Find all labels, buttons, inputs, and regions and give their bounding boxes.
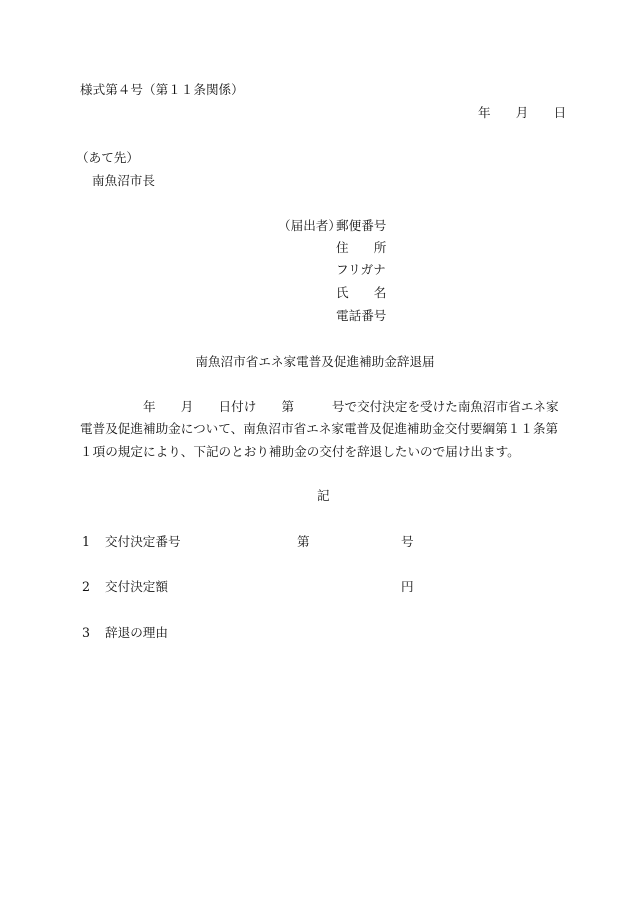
document-title: 南魚沼市省エネ家電普及促進補助金辞退届 bbox=[195, 354, 435, 369]
addressee: 南魚沼市長 bbox=[92, 173, 155, 188]
body-line-1: 年 月 日付け 第 号で交付決定を受けた南魚沼市省エネ家 bbox=[80, 399, 559, 414]
item-3-number: 3 bbox=[82, 625, 91, 640]
ki-heading: 記 bbox=[317, 488, 330, 503]
form-number: 様式第４号（第１１条関係） bbox=[80, 82, 244, 97]
item-2-suffix: 円 bbox=[401, 579, 414, 594]
item-1-label: 交付決定番号 bbox=[105, 534, 181, 549]
field-name: 氏 名 bbox=[336, 285, 387, 300]
applicant-label: （届出者） bbox=[278, 218, 341, 233]
field-postal-code: 郵便番号 bbox=[336, 218, 387, 233]
body-line-2: 電普及促進補助金について、南魚沼市省エネ家電普及促進補助金交付要綱第１１条第 bbox=[80, 421, 559, 436]
item-1-prefix: 第 bbox=[297, 534, 310, 549]
item-3-label: 辞退の理由 bbox=[105, 625, 168, 640]
item-1-number: 1 bbox=[82, 534, 91, 549]
body-line-3: １項の規定により、下記のとおり補助金の交付を辞退したいので届け出ます。 bbox=[80, 444, 520, 459]
item-2-label: 交付決定額 bbox=[105, 579, 168, 594]
item-1-suffix: 号 bbox=[401, 534, 414, 549]
field-furigana: フリガナ bbox=[336, 262, 386, 277]
item-2-number: 2 bbox=[82, 579, 91, 594]
field-address: 住 所 bbox=[336, 240, 387, 255]
addressee-label: （あて先） bbox=[76, 150, 139, 165]
field-phone: 電話番号 bbox=[336, 308, 387, 323]
date-line: 年 月 日 bbox=[478, 105, 567, 120]
